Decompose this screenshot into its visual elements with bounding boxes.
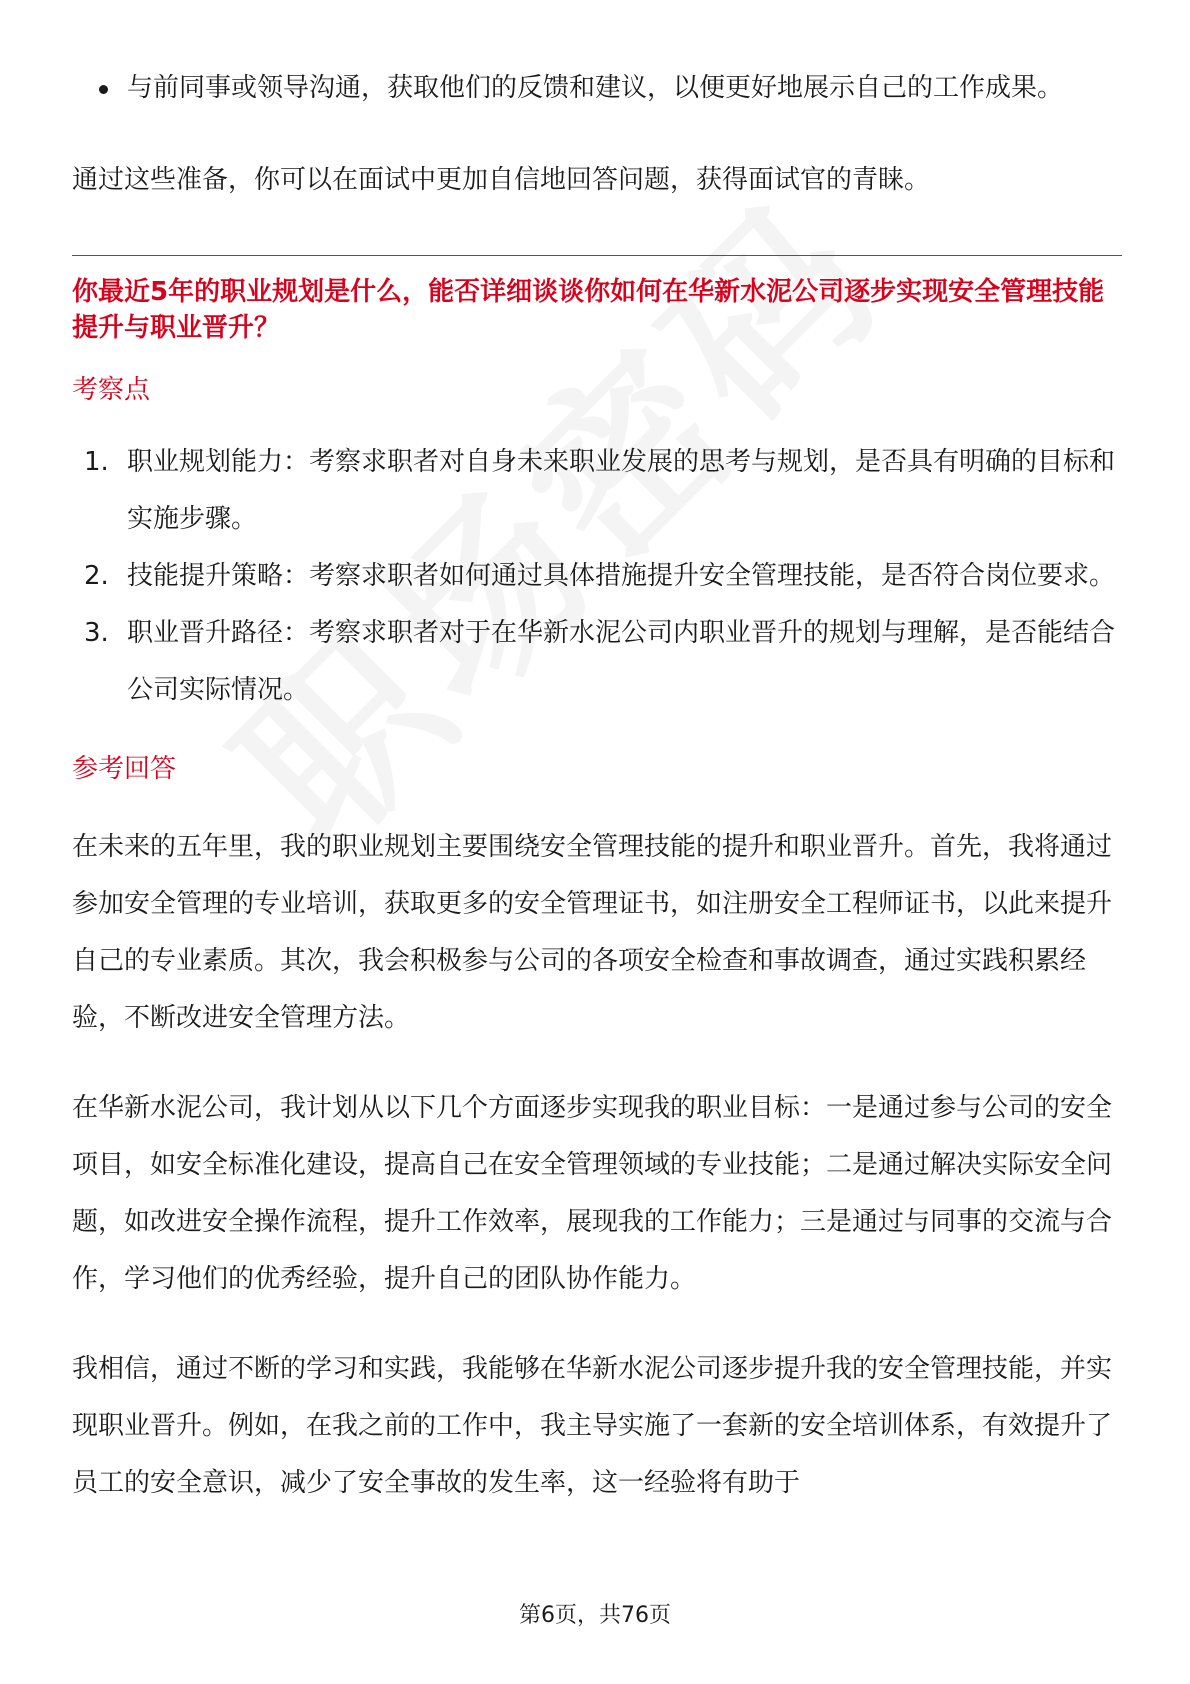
- list-item: [72, 548, 1122, 605]
- list-item: [72, 605, 1122, 719]
- list-number: 3.: [84, 618, 109, 648]
- question-heading: 你最近5年的职业规划是什么，能否详细谈谈你如何在华新水泥公司逐步实现安全管理技能提升与职业晋升？: [72, 277, 1105, 343]
- answer-paragraph: 在未来的五年里，我的职业规划主要围绕安全管理技能的提升和职业晋升。首先，我将通过参加安全管理的专业培训，获取更多的安全管理证书，如注册安全工程师证书，以此来提升自己的专业素质。其次，我会积极参与公司的各项安全检查和事故调查，通过实践积累经验，不断改进安全管理方法。: [72, 832, 1113, 1033]
- list-text: 技能提升策略：考察求职者如何通过具体措施提升安全管理技能，是否符合岗位要求。: [127, 561, 1116, 591]
- preparation-paragraph: 通过这些准备，你可以在面试中更加自信地回答问题，获得面试官的青睐。: [72, 165, 931, 195]
- answer-paragraph: 我相信，通过不断的学习和实践，我能够在华新水泥公司逐步提升我的安全管理技能，并实现职业晋升。例如，在我之前的工作中，我主导实施了一套新的安全培训体系，有效提升了员工的安全意识，减少了安全事故的发生率，这一经验将有助于: [72, 1354, 1113, 1498]
- answer-paragraph: 在华新水泥公司，我计划从以下几个方面逐步实现我的职业目标：一是通过参与公司的安全项目，如安全标准化建设，提高自己在安全管理领域的专业技能；二是通过解决实际安全问题，如改进安全操作流程，提升工作效率，展现我的工作能力；三是通过与同事的交流与合作，学习他们的优秀经验，提升自己的团队协作能力。: [72, 1093, 1113, 1294]
- list-item: [72, 434, 1122, 548]
- list-text: 职业规划能力：考察求职者对自身未来职业发展的思考与规划，是否具有明确的目标和实施步骤。: [127, 447, 1116, 534]
- bullet-list: [72, 60, 1122, 117]
- assessment-title: 考察点: [72, 375, 151, 405]
- list-number: 2.: [84, 561, 109, 591]
- list-item: 与前同事或领导沟通，获取他们的反馈和建议，以便更好地展示自己的工作成果。: [72, 60, 1122, 117]
- assessment-list: [72, 434, 1122, 719]
- document-body: [72, 60, 1122, 1512]
- divider: [72, 255, 1122, 256]
- list-number: 1.: [84, 447, 109, 477]
- page-footer: 第6页，共76页: [519, 1603, 671, 1628]
- list-text: 职业晋升路径：考察求职者对于在华新水泥公司内职业晋升的规划与理解，是否能结合公司实际情况。: [127, 618, 1116, 705]
- answer-title: 参考回答: [72, 754, 177, 784]
